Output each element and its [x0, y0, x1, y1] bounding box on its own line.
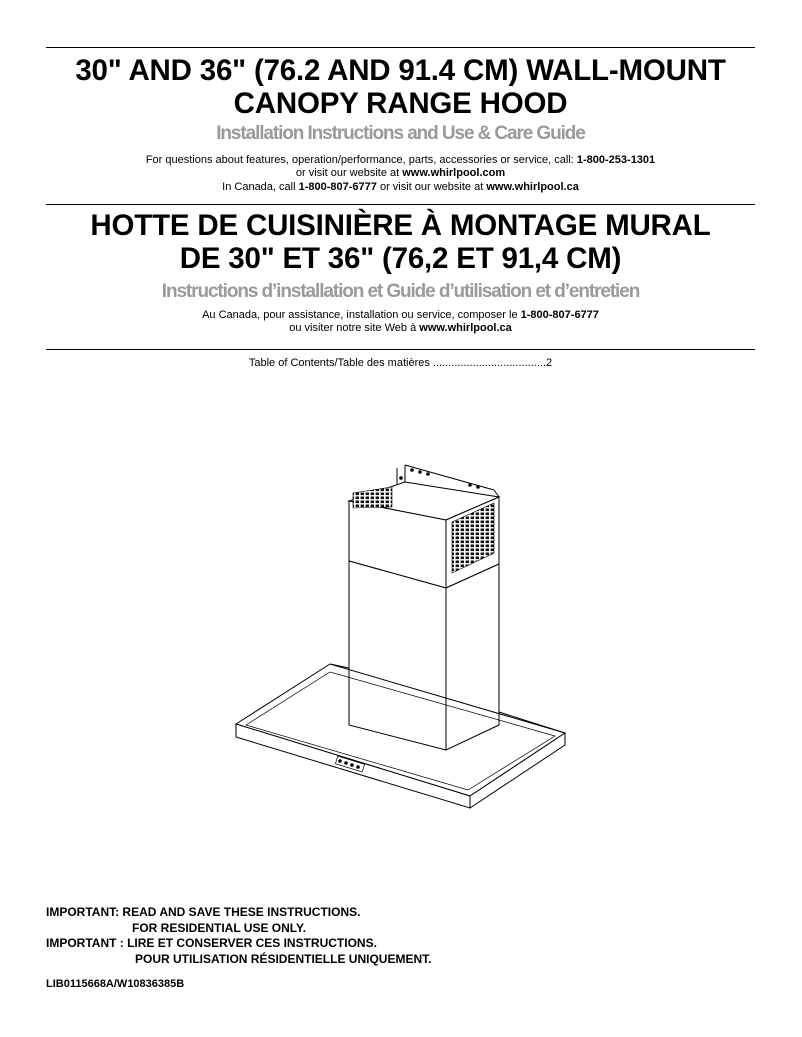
- left-vent-grille: [353, 487, 392, 508]
- document-number: LIB0115668A/W10836385B: [46, 978, 185, 990]
- contact-french-web-text: ou visiter notre site Web à: [289, 322, 420, 334]
- contact-french-web-link[interactable]: www.whirlpool.ca: [419, 322, 512, 334]
- title-english-line1: 30" AND 36" (76.2 AND 91.4 CM) WALL-MOUNT: [75, 54, 726, 87]
- table-of-contents-link[interactable]: Table of Contents/Table des matières .....................................2: [248, 357, 553, 369]
- lower-chimney: [349, 561, 499, 750]
- contact-english-web-link[interactable]: www.whirlpool.com: [402, 167, 506, 179]
- contact-canada-text: In Canada, call: [222, 181, 299, 193]
- subtitle-english: Installation Instructions and Use & Care Guide: [216, 123, 585, 144]
- important-french-1: IMPORTANT : LIRE ET CONSERVER CES INSTRUCTIONS.: [46, 936, 377, 950]
- contact-french-phone[interactable]: 1-800-807-6777: [520, 309, 599, 321]
- control-button-3: [350, 763, 354, 767]
- contact-canada-mid: or visit our website at: [376, 181, 487, 193]
- title-french-line2: DE 30" ET 36" (76,2 ET 91,4 CM): [179, 242, 622, 275]
- contact-english-phone[interactable]: 1-800-253-1301: [576, 154, 656, 166]
- control-button-2: [344, 761, 348, 765]
- important-french-2: POUR UTILISATION RÉSIDENTIELLE UNIQUEMENT.: [135, 951, 432, 966]
- title-english-line2: CANOPY RANGE HOOD: [233, 87, 568, 120]
- contact-french-text: Au Canada, pour assistance, installation ou service, composer le: [202, 309, 521, 321]
- subtitle-french: Instructions d’installation et Guide d’utilisation et d’entretien: [161, 281, 640, 302]
- important-english-1: IMPORTANT: READ AND SAVE THESE INSTRUCTIONS.: [46, 905, 361, 919]
- important-notice: [46, 905, 431, 967]
- important-english-2: FOR RESIDENTIAL USE ONLY.: [132, 920, 307, 935]
- contact-canada-web-link[interactable]: www.whirlpool.ca: [486, 181, 579, 193]
- control-button-1: [338, 759, 342, 763]
- contact-english-text: For questions about features, operation/performance, parts, accessories or service, call:: [145, 154, 577, 166]
- control-button-4: [356, 765, 360, 769]
- contact-english-web-text: or visit our website at: [295, 167, 403, 179]
- title-french-line1: HOTTE DE CUISINIÈRE À MONTAGE MURAL: [90, 209, 711, 242]
- contact-canada-phone[interactable]: 1-800-807-6777: [298, 181, 377, 193]
